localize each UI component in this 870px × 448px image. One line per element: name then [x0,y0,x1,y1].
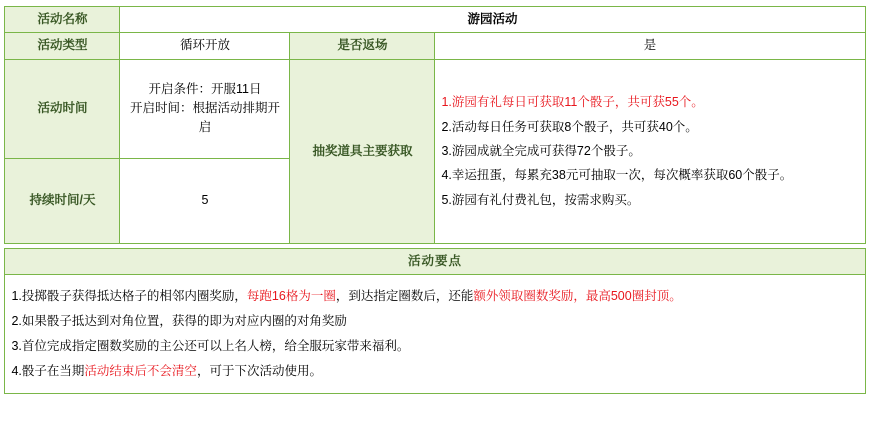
highlight-text: 活动结束后不会清空 [84,364,197,379]
highlight-text: 每跑16格为一圈 [246,289,336,304]
highlight-text: 额外领取圈数奖励，最高500圈封顶。 [473,289,682,304]
duration-label: 持续时间/天 [5,158,120,243]
activity-type-value: 循环开放 [120,33,290,59]
activity-name-value: 游园活动 [120,7,865,33]
activity-time-condition: 开启条件：开服11日 [148,81,262,96]
row-points-body [5,275,865,394]
rerun-value: 是 [435,33,865,59]
plain-text: 2.如果骰子抵达到对角位置，获得的即为对应内圈的对角奖励 [11,314,347,329]
lottery-source-line: 4.幸运扭蛋，每累充38元可抽取一次，每次概率获取60个骰子。 [441,168,793,183]
rerun-label: 是否返场 [290,33,435,59]
activity-type-label: 活动类型 [5,33,120,59]
activity-point-line [11,359,858,384]
duration-value: 5 [120,158,290,243]
lottery-source-line: 2.活动每日任务可获取8个骰子，共可获40个。 [441,119,698,134]
lottery-source-line: 1.游园有礼每日可获取11个骰子，共可获55个。 [441,95,704,110]
row-activity-type [5,33,865,59]
activity-time-label: 活动时间 [5,59,120,158]
activity-time-value [120,59,290,158]
activity-points-list [5,275,865,394]
lottery-item-source-label: 抽奖道具主要获取 [290,59,435,243]
plain-text: 1.投掷骰子获得抵达格子的相邻内圈奖励， [11,289,247,304]
row-points-header [5,248,865,274]
activity-points-title: 活动要点 [5,248,865,274]
activity-point-line [11,309,858,334]
lottery-source-line: 3.游园成就全完成可获得72个骰子。 [441,144,641,159]
activity-name-label: 活动名称 [5,7,120,33]
activity-time-open: 开启时间：根据活动排期开启 [129,101,280,135]
plain-text: 3.首位完成指定圈数奖励的主公还可以上名人榜，给全服玩家带来福利。 [11,339,410,354]
plain-text: ，可于下次活动使用。 [196,364,322,379]
plain-text: ，到达指定圈数后，还能 [335,289,474,304]
activity-spec-table [4,6,865,394]
row-activity-time [5,59,865,158]
row-activity-name [5,7,865,33]
plain-text: 4.骰子在当期 [11,364,85,379]
lottery-source-line: 5.游园有礼付费礼包，按需求购买。 [441,192,640,207]
activity-point-line [11,284,858,309]
lottery-item-source-list [435,59,865,243]
activity-point-line [11,334,858,359]
